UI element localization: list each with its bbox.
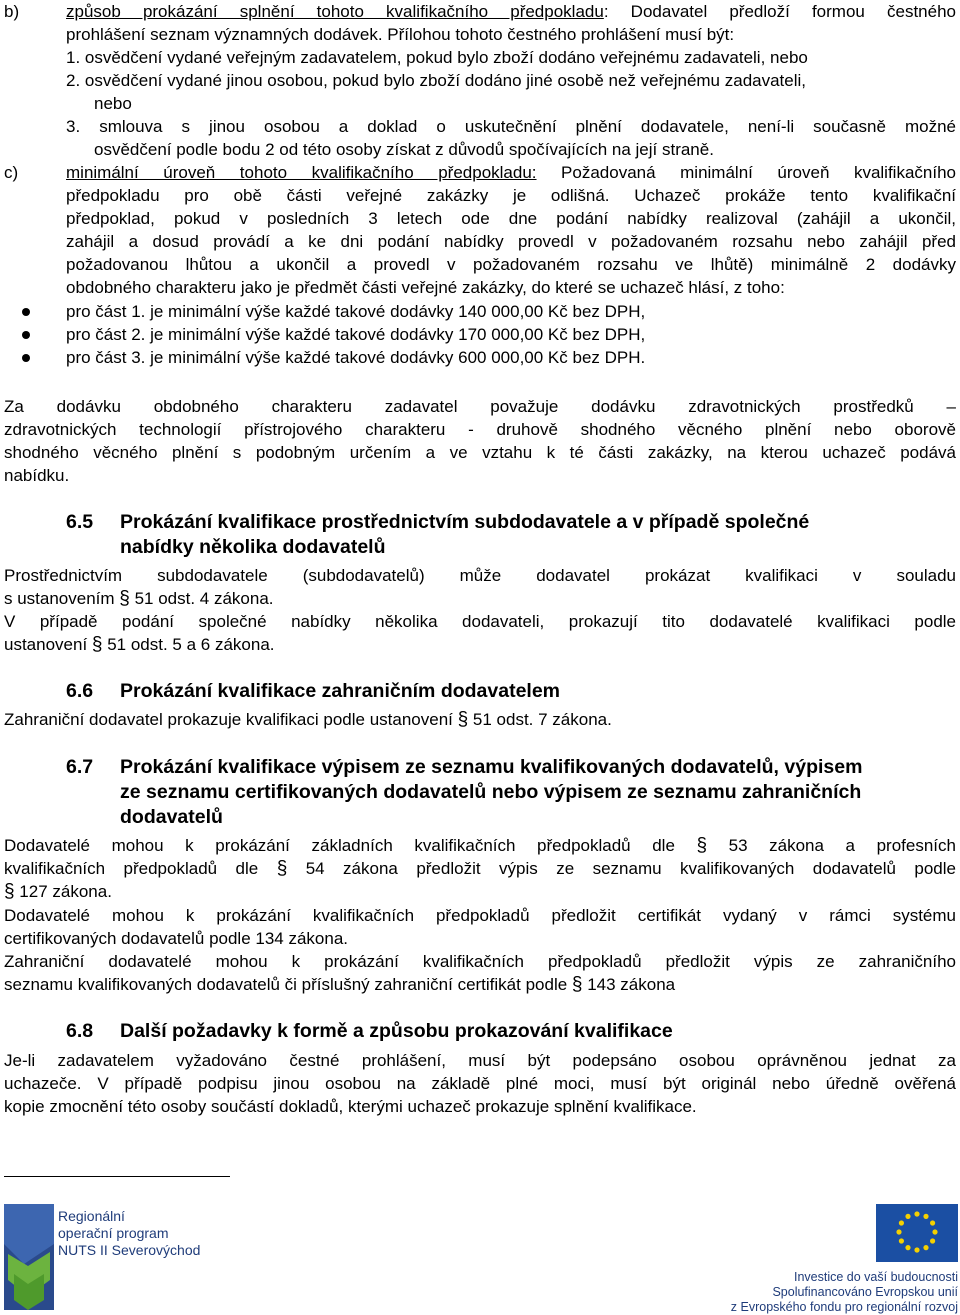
item-b-lead: způsob prokázání splnění tohoto kvalifikačního předpokladu (66, 2, 604, 21)
item-b-line1 (66, 0, 956, 23)
eu-stars-icon (876, 1204, 958, 1262)
footer-rule (4, 1176, 230, 1177)
rop-text (58, 1208, 200, 1259)
section-sign: § (457, 709, 469, 730)
item-c-lead: minimální úroveň tohoto kvalifikačního předpokladu: (66, 163, 537, 182)
s65-para2-line1: V případě podání společné nabídky několika dodavateli, prokazují tito dodavatelé kvalifikaci podle (4, 612, 956, 631)
item-b-point-3-cont: osvědčení podle bodu 2 od této osoby získat z důvodů spočívajících na její straně. (94, 140, 714, 159)
section-sign: § (91, 634, 103, 655)
eu-text (731, 1270, 958, 1315)
heading-title-line2: ze seznamu certifikovaných dodavatelů nebo výpisem ze seznamu zahraničních (120, 781, 862, 803)
s67-para2-line2: certifikovaných dodavatelů podle 134 zákona. (4, 929, 349, 948)
bullet-part-1: pro část 1. je minimální výše každé takové dodávky 140 000,00 Kč bez DPH, (66, 302, 646, 321)
eu-line: Investice do vaší budoucnosti (794, 1270, 958, 1284)
bullet-dot (22, 331, 30, 339)
eu-line: z Evropského fondu pro regionální rozvoj (730, 1300, 958, 1314)
bullet-dot (22, 354, 30, 362)
s65-para1-line2: s ustanovením § 51 odst. 4 zákona. (4, 588, 274, 609)
item-c-line6: obdobného charakteru jako je předmět části veřejné zakázky, do které se uchazeč hlásí, z toho: (66, 278, 785, 297)
section-sign: § (696, 835, 708, 856)
item-c-line2: předpokladu pro obě části veřejné zakázky je odlišná. Uchazeč prokáže tento kvalifikační (66, 186, 956, 205)
para-obdobne-3: shodného věcného plnění s podobným určením a ve vztahu k té části zakázky, na kterou uchazeč podává (4, 443, 956, 462)
item-b-line2: prohlášení seznam významných dodávek. Přílohou tohoto čestného prohlášení musí být: (66, 25, 735, 44)
eu-line: Spolufinancováno Evropskou unií (772, 1285, 958, 1299)
bullet-dot (22, 308, 30, 316)
eu-flag-icon (876, 1204, 958, 1262)
eu-logo (728, 1204, 960, 1314)
heading-title-line2: nabídky několika dodavatelů (120, 536, 386, 558)
s65-para1-line1: Prostřednictvím subdodavatele (subdodavatelů) může dodavatel prokázat kvalifikaci v souladu (4, 566, 956, 585)
rop-line: Regionální (58, 1208, 125, 1224)
item-b-lead-rest: : Dodavatel předloží formou čestného (603, 2, 956, 21)
s68-line3: kopie zmocnění této osoby součástí dokladů, kterými uchazeč prokazuje splnění kvalifikace. (4, 1097, 697, 1116)
s65-para2-line2: ustanovení § 51 odst. 5 a 6 zákona. (4, 634, 275, 655)
bullet-part-2: pro část 2. je minimální výše každé takové dodávky 170 000,00 Kč bez DPH, (66, 325, 646, 344)
bullet-part-3: pro část 3. je minimální výše každé takové dodávky 600 000,00 Kč bez DPH. (66, 348, 646, 367)
item-b-point-3: 3. smlouva s jinou osobou a doklad o uskutečnění plnění dodavatele, není-li současně možné (66, 117, 956, 136)
item-b-point-2-cont: nebo (94, 94, 132, 113)
para-obdobne-4: nabídku. (4, 466, 70, 485)
item-c-line4: zahájil a dosud provádí a ke dni podání nabídky provedl v požadovaném rozsahu nebo zahájil před (66, 232, 956, 251)
item-c-line5: požadovanou lhůtou a ukončil a provedl v požadovaném rozsahu ve lhůtě) minimálně 2 dodávky (66, 255, 956, 274)
heading-title: Prokázání kvalifikace zahraničním dodavatelem (120, 680, 561, 702)
heading-title-line1: Prokázání kvalifikace výpisem ze seznamu kvalifikovaných dodavatelů, výpisem (120, 756, 863, 778)
s67-para2-line1: Dodavatelé mohou k prokázání kvalifikačních předpokladů předložit certifikát vydaný v rámci systému (4, 906, 956, 925)
heading-title-line1: Prokázání kvalifikace prostřednictvím subdodavatele a v případě společné (120, 511, 810, 533)
item-b-label: b) (4, 2, 20, 21)
section-sign: § (119, 588, 130, 609)
item-c-line1 (66, 161, 956, 184)
rop-line: operační program (58, 1225, 169, 1241)
s68-line1: Je-li zadavatelem vyžadováno čestné prohlášení, musí být podepsáno osobou oprávněnou jednat za (4, 1051, 956, 1070)
s67-para3-line2: seznamu kvalifikovaných dodavatelů či příslušný zahraniční certifikát podle § 143 zákona (4, 974, 676, 995)
para-obdobne-1: Za dodávku obdobného charakteru zadavatel považuje dodávku zdravotnických prostředků – (4, 397, 956, 416)
section-sign: § (571, 974, 583, 995)
rop-mark-icon (4, 1204, 54, 1310)
heading-number: 6.7 (66, 756, 94, 778)
item-c-label: c) (4, 163, 19, 182)
item-c-lead-rest: Požadovaná minimální úroveň kvalifikačního (536, 163, 956, 182)
item-c-line3: předpoklad, pokud v posledních 3 letech ode dne podání nabídky realizoval (zahájil a ukončil, (66, 209, 956, 228)
item-b-point-1: 1. osvědčení vydané veřejným zadavatelem, pokud bylo zboží dodáno veřejnému zadavateli, nebo (66, 48, 808, 67)
heading-number: 6.6 (66, 680, 94, 702)
rop-line: NUTS II Severovýchod (58, 1242, 201, 1258)
item-b-point-2: 2. osvědčení vydané jinou osobou, pokud bylo zboží dodáno jiné osobě než veřejnému zadavateli, (66, 71, 807, 90)
heading-number: 6.5 (66, 511, 94, 533)
s66-para: Zahraniční dodavatel prokazuje kvalifikaci podle ustanovení § 51 odst. 7 zákona. (4, 709, 612, 730)
rop-logo (4, 1204, 204, 1310)
s67-para1-line1: Dodavatelé mohou k prokázání základních kvalifikačních předpokladů dle § 53 zákona a profesních (4, 835, 956, 856)
section-sign: § (4, 881, 15, 902)
heading-number: 6.8 (66, 1020, 94, 1042)
s67-para1-line3: § 127 zákona. (4, 881, 112, 902)
para-obdobne-2: zdravotnických technologií přístrojového charakteru - druhově shodného věcného plnění nebo oborově (4, 420, 956, 439)
s67-para1-line2: kvalifikačních předpokladů dle § 54 zákona předložit výpis ze seznamu kvalifikovaných dodavatelů podle (4, 858, 956, 879)
heading-title: Další požadavky k formě a způsobu prokazování kvalifikace (120, 1020, 673, 1042)
section-sign: § (276, 858, 288, 879)
heading-title-line3: dodavatelů (120, 806, 223, 828)
s68-line2: uchazeče. V případě podpisu jinou osobou na základě plné moci, musí být originál nebo úředně ověřená (4, 1074, 956, 1093)
s67-para3-line1: Zahraniční dodavatelé mohou k prokázání kvalifikačních předpokladů předložit výpis ze zahraničního (4, 952, 956, 971)
